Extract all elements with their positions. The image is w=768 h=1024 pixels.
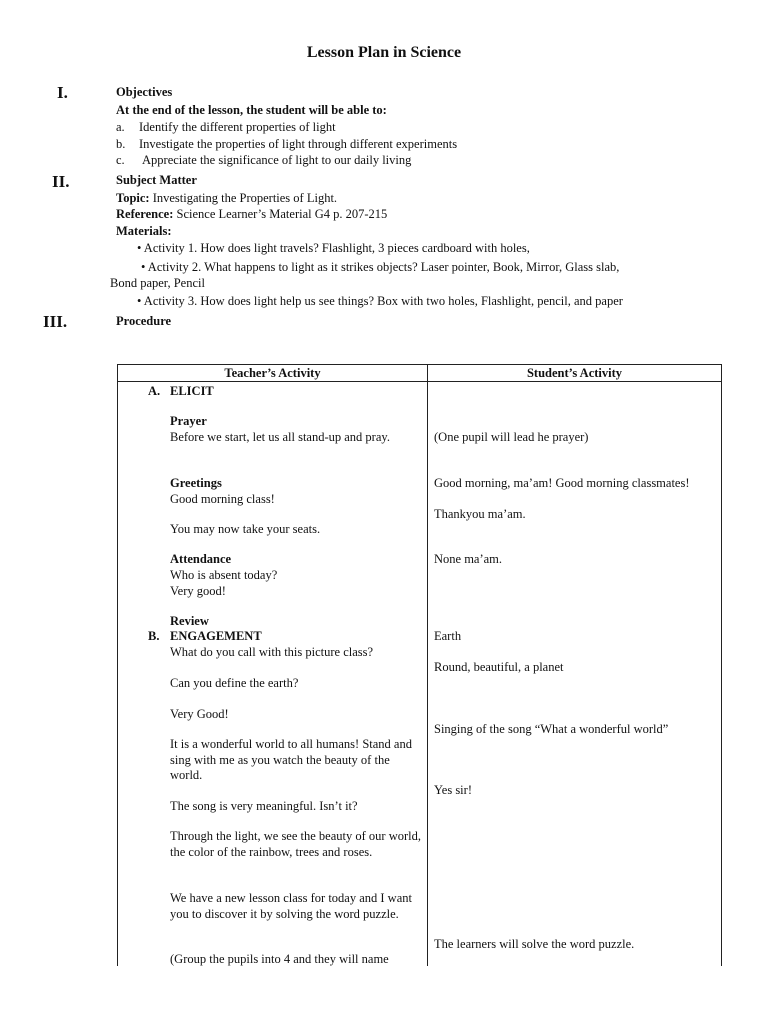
engagement-teacher-text-4: It is a wonderful world to all humans! Stand and sing with me as you watch the beauty of the world. xyxy=(170,737,412,782)
materials-label: Materials: xyxy=(116,224,172,238)
attendance-teacher-text-2: Very good! xyxy=(170,584,226,598)
objective-marker-a: a. xyxy=(116,120,125,134)
objectives-intro: At the end of the lesson, the student will be able to: xyxy=(116,103,387,117)
engagement-student-text-1: Earth xyxy=(434,629,462,643)
attendance-teacher-text-1: Who is absent today? xyxy=(170,568,278,582)
material-activity-2: • Activity 2. What happens to light as it strikes objects? Laser pointer, Book, Mirror, Glass slab, xyxy=(141,260,620,274)
student-activity-cell xyxy=(428,382,722,967)
objective-marker-c: c. xyxy=(116,153,125,167)
topic-label: Topic: xyxy=(116,191,150,205)
col-header-teacher: Teacher’s Activity xyxy=(118,365,428,382)
section-2-numeral: II. xyxy=(52,172,70,191)
engagement-marker: B. xyxy=(148,629,160,643)
attendance-label: Attendance xyxy=(170,552,232,566)
reference-value: Science Learner’s Material G4 p. 207-215 xyxy=(176,207,388,221)
topic-value: Investigating the Properties of Light. xyxy=(152,191,338,205)
engagement-student-text-2: Round, beautiful, a planet xyxy=(434,660,564,674)
teacher-activity-cell xyxy=(118,382,428,967)
reference-label: Reference: xyxy=(116,207,174,221)
objective-text-c: Appreciate the significance of light to our daily living xyxy=(142,153,412,167)
section-3-heading: Procedure xyxy=(116,314,172,328)
engagement-teacher-text-6: Through the light, we see the beauty of our world, the color of the rainbow, trees and roses. xyxy=(170,829,421,859)
objective-marker-b: b. xyxy=(116,137,126,151)
material-activity-3: • Activity 3. How does light help us see things? Box with two holes, Flashlight, pencil, and paper xyxy=(137,294,623,308)
elicit-marker: A. xyxy=(148,384,161,398)
objective-text-b: Investigate the properties of light through different experiments xyxy=(139,137,458,151)
col-header-student: Student’s Activity xyxy=(428,365,722,382)
elicit-label: ELICIT xyxy=(170,384,214,398)
reference-line xyxy=(116,207,387,222)
greetings-student-text-1: Good morning, ma’am! Good morning classmates! xyxy=(434,476,690,490)
engagement-label: ENGAGEMENT xyxy=(170,629,262,643)
engagement-teacher-text-2: Can you define the earth? xyxy=(170,676,299,690)
engagement-teacher-text-5: The song is very meaningful. Isn’t it? xyxy=(170,799,358,813)
prayer-label: Prayer xyxy=(170,414,207,428)
engagement-student-text-3: Singing of the song “What a wonderful world” xyxy=(434,722,669,736)
prayer-teacher-text: Before we start, let us all stand-up and pray. xyxy=(170,430,390,444)
engagement-student-text-4: Yes sir! xyxy=(434,783,472,797)
review-label: Review xyxy=(170,614,209,628)
material-activity-2-cont: Bond paper, Pencil xyxy=(110,276,205,290)
section-3-numeral: III. xyxy=(43,312,68,331)
engagement-student-text-5: The learners will solve the word puzzle. xyxy=(434,937,635,951)
activity-table xyxy=(117,364,722,966)
prayer-student-text: (One pupil will lead he prayer) xyxy=(434,430,589,444)
section-1-heading: Objectives xyxy=(116,85,173,99)
page-title: Lesson Plan in Science xyxy=(306,44,462,61)
greetings-student-text-2: Thankyou ma’am. xyxy=(434,507,526,521)
material-activity-1: • Activity 1. How does light travels? Flashlight, 3 pieces cardboard with holes, xyxy=(137,241,530,255)
greetings-teacher-text-1: Good morning class! xyxy=(170,492,275,506)
engagement-teacher-text-3: Very Good! xyxy=(170,707,229,721)
greetings-label: Greetings xyxy=(170,476,222,490)
greetings-teacher-text-2: You may now take your seats. xyxy=(170,522,321,536)
section-2-heading: Subject Matter xyxy=(116,173,197,187)
section-1-numeral: I. xyxy=(57,83,68,102)
engagement-teacher-text-1: What do you call with this picture class? xyxy=(170,645,374,659)
engagement-teacher-text-7: We have a new lesson class for today and I want you to discover it by solving the word puzzle. xyxy=(170,891,412,921)
topic-line xyxy=(116,191,337,206)
objective-text-a: Identify the different properties of light xyxy=(139,120,336,134)
engagement-teacher-text-8: (Group the pupils into 4 and they will name xyxy=(170,952,389,966)
attendance-student-text: None ma’am. xyxy=(434,552,503,566)
